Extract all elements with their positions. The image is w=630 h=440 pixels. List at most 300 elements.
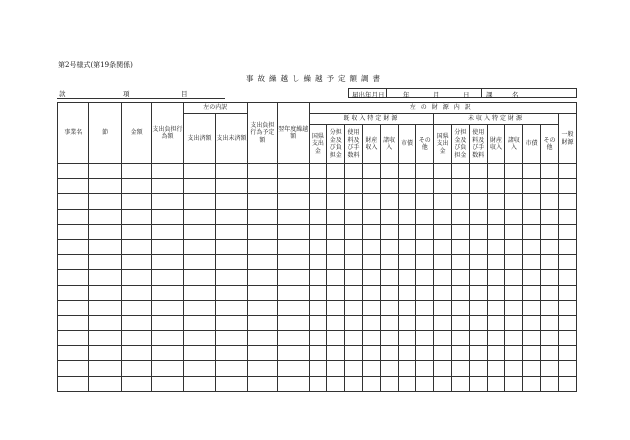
table-cell [487,300,505,315]
table-row [58,270,577,285]
table-cell [416,209,434,224]
table-cell [558,285,576,300]
table-cell [309,331,327,346]
header-row [57,88,577,98]
col-jigyo: 事業名 [58,103,89,164]
table-cell [452,331,470,346]
table-cell [380,346,398,361]
table-cell [505,224,523,239]
table-cell [216,194,247,209]
table-cell [278,179,309,194]
table-cell [398,194,416,209]
table-cell [487,224,505,239]
table-cell [558,331,576,346]
table-cell [416,376,434,391]
table-cell [278,209,309,224]
table-cell [362,331,380,346]
table-cell [558,209,576,224]
table-cell [541,194,559,209]
table-cell [89,194,121,209]
table-cell [216,346,247,361]
table-cell [327,376,345,391]
table-cell [121,194,151,209]
table-cell [152,179,183,194]
table-cell [216,285,247,300]
table-cell [380,315,398,330]
left-zaigen-header: 左の財源内訳 [309,103,576,114]
table-cell [487,331,505,346]
table-cell [345,255,363,270]
table-cell [89,346,121,361]
table-cell [121,179,151,194]
table-cell [416,194,434,209]
table-cell [309,285,327,300]
table-cell [505,361,523,376]
table-cell [362,194,380,209]
table-cell [380,285,398,300]
table-row [58,179,577,194]
table-cell [362,315,380,330]
table-cell [505,300,523,315]
table-cell [152,300,183,315]
table-cell [505,164,523,179]
table-cell [89,255,121,270]
table-cell [487,346,505,361]
table-cell [416,255,434,270]
mishu-kuni: 国県支出金 [434,125,452,164]
table-cell [434,179,452,194]
table-cell [434,331,452,346]
table-cell [309,179,327,194]
table-cell [362,209,380,224]
table-cell [558,315,576,330]
table-cell [247,315,277,330]
table-cell [121,361,151,376]
table-cell [89,164,121,179]
table-cell [278,224,309,239]
table-cell [380,361,398,376]
filing-date-label: 届出年月日 [352,91,385,99]
table-row [58,285,577,300]
table-cell [58,285,89,300]
table-cell [523,255,541,270]
table-cell [152,346,183,361]
table-cell [398,315,416,330]
table-cell [505,270,523,285]
table-cell [327,285,345,300]
table-cell [523,331,541,346]
table-cell [487,209,505,224]
table-cell [183,194,215,209]
table-cell [216,361,247,376]
table-cell [487,164,505,179]
table-cell [183,239,215,254]
table-cell [541,315,559,330]
table-cell [469,179,487,194]
table-cell [469,361,487,376]
table-cell [121,239,151,254]
table-cell [247,194,277,209]
table-cell [327,224,345,239]
table-cell [58,194,89,209]
table-cell [380,209,398,224]
table-cell [469,346,487,361]
table-cell [345,361,363,376]
table-cell [247,376,277,391]
mishu-shisai: 市債 [523,125,541,164]
table-cell [247,346,277,361]
table-cell [247,164,277,179]
table-cell [452,179,470,194]
table-cell [452,164,470,179]
table-row [58,194,577,209]
table-cell [58,270,89,285]
table-cell [380,255,398,270]
table-cell [58,346,89,361]
table-cell [362,346,380,361]
table-cell [541,224,559,239]
table-cell [345,224,363,239]
table-cell [183,361,215,376]
table-cell [362,300,380,315]
table-cell [216,209,247,224]
table-cell [416,315,434,330]
table-row [58,376,577,391]
table-cell [247,224,277,239]
table-row [58,300,577,315]
table-cell [380,270,398,285]
table-cell [523,361,541,376]
table-cell [309,224,327,239]
table-cell [152,164,183,179]
table-cell [121,285,151,300]
kan-kou-moku-underline [57,98,225,99]
table-cell [309,361,327,376]
table-cell [505,331,523,346]
table-cell [398,239,416,254]
table-cell [434,361,452,376]
table-cell [416,331,434,346]
table-row [58,209,577,224]
table-cell [327,255,345,270]
table-cell [541,239,559,254]
table-cell [89,239,121,254]
table-cell [469,239,487,254]
table-cell [487,255,505,270]
table-cell [309,239,327,254]
table-cell [523,270,541,285]
table-cell [523,300,541,315]
table-cell [416,346,434,361]
table-cell [558,164,576,179]
table-cell [121,315,151,330]
table-cell [558,255,576,270]
table-cell [398,179,416,194]
table-cell [152,376,183,391]
table-cell [216,239,247,254]
table-cell [452,255,470,270]
table-cell [89,361,121,376]
table-cell [152,285,183,300]
table-cell [541,361,559,376]
table-cell [58,300,89,315]
table-cell [121,331,151,346]
table-cell [247,209,277,224]
table-cell [278,346,309,361]
table-cell [362,376,380,391]
table-cell [380,164,398,179]
kishu-kisei: 諸収入 [380,125,398,164]
table-cell [121,376,151,391]
table-cell [152,194,183,209]
table-cell [505,255,523,270]
table-cell [183,209,215,224]
kan-label: 款 [59,90,66,98]
table-cell [541,209,559,224]
table-cell [247,239,277,254]
table-cell [469,209,487,224]
table-cell [523,194,541,209]
mishu-shiyoryo: 使用料及び手数料 [469,125,487,164]
table-cell [89,179,121,194]
table-cell [345,285,363,300]
table-cell [247,270,277,285]
table-cell [523,179,541,194]
table-cell [523,346,541,361]
table-cell [345,209,363,224]
table-cell [487,376,505,391]
table-cell [380,331,398,346]
filing-info-box [348,88,577,98]
table-cell [469,376,487,391]
table-cell [434,315,452,330]
table-cell [345,194,363,209]
table-cell [558,179,576,194]
table-cell [469,331,487,346]
table-cell [216,255,247,270]
table-cell [398,285,416,300]
table-cell [416,179,434,194]
table-cell [327,361,345,376]
kishu-kuni: 国県支出金 [309,125,327,164]
table-cell [380,300,398,315]
table-cell [558,270,576,285]
table-cell [309,376,327,391]
table-cell [362,361,380,376]
table-cell [558,376,576,391]
table-cell [247,361,277,376]
col-shishutsu-zumi: 支出済額 [183,114,215,164]
table-cell [327,164,345,179]
table-cell [523,239,541,254]
table-cell [362,270,380,285]
col-setsu: 節 [89,103,121,164]
col-kingaku: 金額 [121,103,151,164]
mishu-buntan: 分担金及び負担金 [452,125,470,164]
table-cell [247,285,277,300]
table-cell [89,300,121,315]
table-cell [247,179,277,194]
mishu-sonota: その他 [541,125,559,164]
table-cell [487,194,505,209]
table-cell [469,315,487,330]
table-cell [416,270,434,285]
table-cell [327,194,345,209]
table-cell [416,239,434,254]
table-cell [362,239,380,254]
table-cell [398,346,416,361]
table-cell [434,346,452,361]
col-shishutsu-mizumi: 支出未済額 [216,114,247,164]
table-cell [523,224,541,239]
table-cell [58,209,89,224]
table-cell [541,285,559,300]
table-cell [505,315,523,330]
table-cell [452,239,470,254]
table-cell [541,346,559,361]
kishu-shiyoryo: 使用料及び手数料 [345,125,363,164]
table-cell [434,270,452,285]
table-cell [541,164,559,179]
table-cell [58,179,89,194]
table-cell [216,376,247,391]
table-cell [58,361,89,376]
table-cell [434,255,452,270]
table-cell [558,361,576,376]
table-cell [541,179,559,194]
table-cell [398,376,416,391]
table-cell [309,255,327,270]
table-cell [452,270,470,285]
table-cell [58,224,89,239]
table-cell [152,224,183,239]
table-cell [327,300,345,315]
table-cell [434,224,452,239]
table-cell [309,315,327,330]
table-cell [362,285,380,300]
table-row [58,346,577,361]
day-label: 日 [463,91,470,99]
table-cell [380,239,398,254]
carryover-table [57,102,577,392]
table-cell [216,164,247,179]
table-cell [416,361,434,376]
table-cell [327,209,345,224]
table-cell [487,315,505,330]
table-cell [416,285,434,300]
table-cell [505,194,523,209]
table-cell [380,224,398,239]
table-cell [523,376,541,391]
table-row [58,224,577,239]
table-cell [309,164,327,179]
table-cell [183,224,215,239]
table-cell [309,194,327,209]
table-cell [380,376,398,391]
table-cell [380,194,398,209]
table-cell [183,376,215,391]
table-cell [416,300,434,315]
table-cell [452,300,470,315]
table-cell [247,255,277,270]
table-cell [469,300,487,315]
table-cell [121,209,151,224]
table-cell [434,164,452,179]
table-cell [523,285,541,300]
table-cell [398,209,416,224]
table-cell [58,255,89,270]
table-cell [152,331,183,346]
table-cell [216,300,247,315]
table-cell [452,194,470,209]
table-cell [89,376,121,391]
table-cell [309,270,327,285]
table-cell [216,224,247,239]
table-cell [121,255,151,270]
table-cell [362,164,380,179]
kishu-zaisan: 財産収入 [362,125,380,164]
table-cell [327,346,345,361]
table-cell [487,270,505,285]
table-cell [121,270,151,285]
table-cell [345,331,363,346]
table-cell [380,179,398,194]
table-cell [558,224,576,239]
table-cell [216,331,247,346]
table-cell [416,164,434,179]
table-cell [452,285,470,300]
table-cell [362,179,380,194]
table-cell [183,315,215,330]
mishu-kisei: 諸収入 [505,125,523,164]
table-cell [452,315,470,330]
table-cell [505,346,523,361]
table-cell [152,239,183,254]
table-cell [452,209,470,224]
table-cell [398,300,416,315]
table-cell [558,346,576,361]
table-cell [278,270,309,285]
table-cell [434,209,452,224]
month-label: 月 [433,91,440,99]
table-cell [183,285,215,300]
table-cell [487,361,505,376]
table-cell [152,361,183,376]
document-title: 事故繰越し繰越予定額調書 [246,74,384,83]
table-cell [558,194,576,209]
table-cell [89,315,121,330]
col-yokunendo: 翌年度繰越額 [278,103,309,164]
table-cell [278,361,309,376]
table-cell [216,270,247,285]
table-cell [278,285,309,300]
table-cell [89,209,121,224]
table-cell [327,270,345,285]
table-cell [345,239,363,254]
col-futan-yotei: 支出負担行為予定額 [247,103,277,164]
table-cell [452,361,470,376]
table-cell [434,376,452,391]
table-cell [345,164,363,179]
table-cell [309,300,327,315]
table-cell [505,239,523,254]
table-cell [345,270,363,285]
table-row [58,331,577,346]
table-cell [416,224,434,239]
table-cell [505,209,523,224]
form-number-label: 第2号様式(第19条関係) [58,61,133,69]
table-cell [505,285,523,300]
